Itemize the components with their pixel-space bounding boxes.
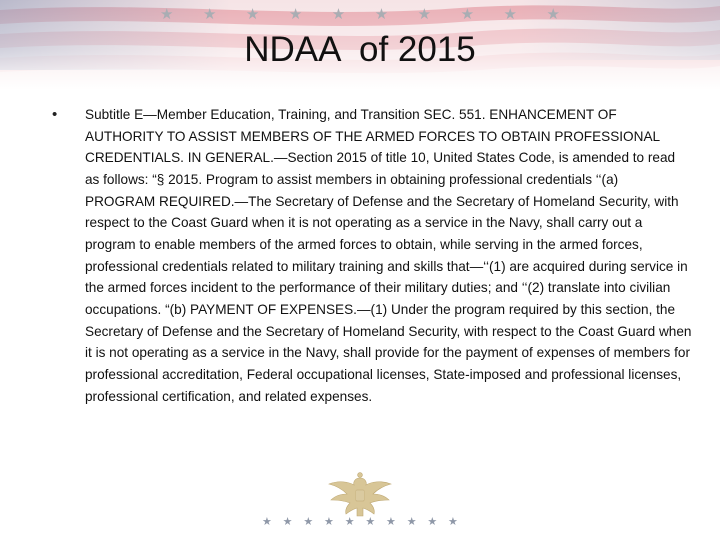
slide-title: NDAA of 2015 [244, 30, 476, 69]
star-icon: ★ [160, 6, 174, 23]
star-icon: ★ [282, 516, 293, 528]
bullet-text: Subtitle E—Member Education, Training, and Transition SEC. 551. ENHANCEMENT OF AUTHORITY TO ASSIST MEMBERS OF THE ARMED FORCES TO OBTAIN PROFESSIONAL CREDENTIALS. IN GENERAL.—Section 2015 of title 10, United States Code, is amended to read as follows: “§ 2015. Program to assist members in obtaining professional credentials ‘‘(a) PROGRAM REQUIRED.—The Secretary of Defense and the Secretary of Homeland Security, with respect to the Coast Guard when it is not operating as a service in the Navy, shall carry out a program to enable members of the armed forces to obtain, while serving in the armed forces, professional credentials related to military training and skills that—‘‘(1) are acquired during service in the armed forces incident to the performance of their military duties; and ‘‘(2) translate into civilian occupations. “(b) PAYMENT OF EXPENSES.—(1) Under the program required by this section, the Secretary of Defense and the Secretary of Homeland Security, with respect to the Coast Guard when it is not operating as a service in the Navy, shall provide for the payment of expenses of members for professional accreditation, Federal occupational licenses, State-imposed and professional licenses, professional certification, and related expenses. [85, 107, 692, 404]
top-star-row [160, 4, 560, 26]
star-icon: ★ [386, 516, 396, 528]
star-icon: ★ [546, 6, 560, 23]
star-icon: ★ [202, 6, 217, 23]
star-icon: ★ [288, 6, 303, 23]
star-icon: ★ [448, 516, 458, 528]
star-icon: ★ [303, 516, 314, 528]
star-icon: ★ [374, 6, 389, 23]
star-icon: ★ [262, 516, 272, 528]
star-icon: ★ [503, 6, 517, 23]
star-icon: ★ [245, 6, 260, 23]
star-icon: ★ [365, 516, 376, 528]
star-icon: ★ [406, 516, 417, 528]
star-icon: ★ [460, 6, 475, 23]
star-icon: ★ [324, 516, 334, 528]
star-icon: ★ [344, 516, 355, 528]
star-icon: ★ [417, 6, 432, 23]
bullet-item [52, 104, 692, 407]
bullet-list [52, 104, 692, 407]
star-icon: ★ [427, 516, 438, 528]
bullet-dot-icon: • [52, 106, 58, 123]
star-icon: ★ [331, 6, 346, 23]
bottom-star-row [262, 513, 458, 531]
